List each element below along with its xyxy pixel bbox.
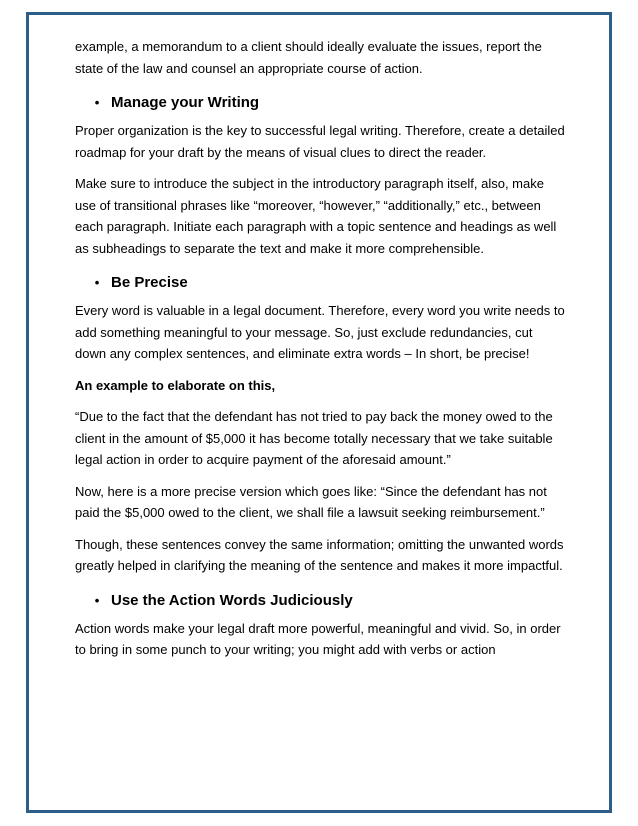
paragraph: Though, these sentences convey the same information; omitting the unwanted words greatly helped in clarifying the meaning of the sentence and makes it more impactful. [75, 536, 564, 573]
bullet-icon: • [94, 95, 100, 110]
section-heading-action-words [75, 591, 567, 611]
example-label: An example to elaborate on this, [75, 377, 276, 393]
paragraph: Proper organization is the key to successful legal writing. Therefore, create a detailed roadmap for your draft by the means of visual clues to direct the reader. [75, 123, 565, 160]
bullet-icon: • [94, 275, 100, 290]
bullet-icon: • [94, 592, 100, 608]
heading-text: Manage your Writing [111, 94, 260, 111]
heading-text: Be Precise [111, 274, 188, 291]
paragraph: Action words make your legal draft more powerful, meaningful and vivid. So, in order to bring in some punch to your writing; you might add with verbs or action [75, 620, 561, 657]
document-body [75, 36, 567, 671]
example-quote: “Due to the fact that the defendant has not tried to pay back the money owed to the client in the amount of $5,000 it has become totally necessary that we take suitable legal action in order to acquire payment of the aforesaid amount.” [75, 409, 553, 467]
section-heading-be-precise [75, 273, 567, 293]
paragraph: Now, here is a more precise version which goes like: “Since the defendant has not paid the $5,000 owed to the client, we shall file a lawsuit seeking reimbursement.” [75, 483, 547, 520]
paragraph: Make sure to introduce the subject in the introductory paragraph itself, also, make use of transitional phrases like “moreover, “however,” “additionally,” etc., between each paragraph. Initiate each paragraph with a topic sentence and headings as well as subheadings to separate the text and make it more comprehensible. [75, 176, 557, 256]
paragraph: Every word is valuable in a legal document. Therefore, every word you write needs to add something meaningful to your message. So, just exclude redundancies, cut down any complex sentences, and eliminate extra words – In short, be precise! [75, 303, 565, 361]
section-heading-manage-writing [75, 93, 567, 113]
heading-text: Use the Action Words Judiciously [111, 591, 353, 609]
intro-paragraph: example, a memorandum to a client should ideally evaluate the issues, report the state of the law and counsel an appropriate course of action. [75, 39, 542, 76]
